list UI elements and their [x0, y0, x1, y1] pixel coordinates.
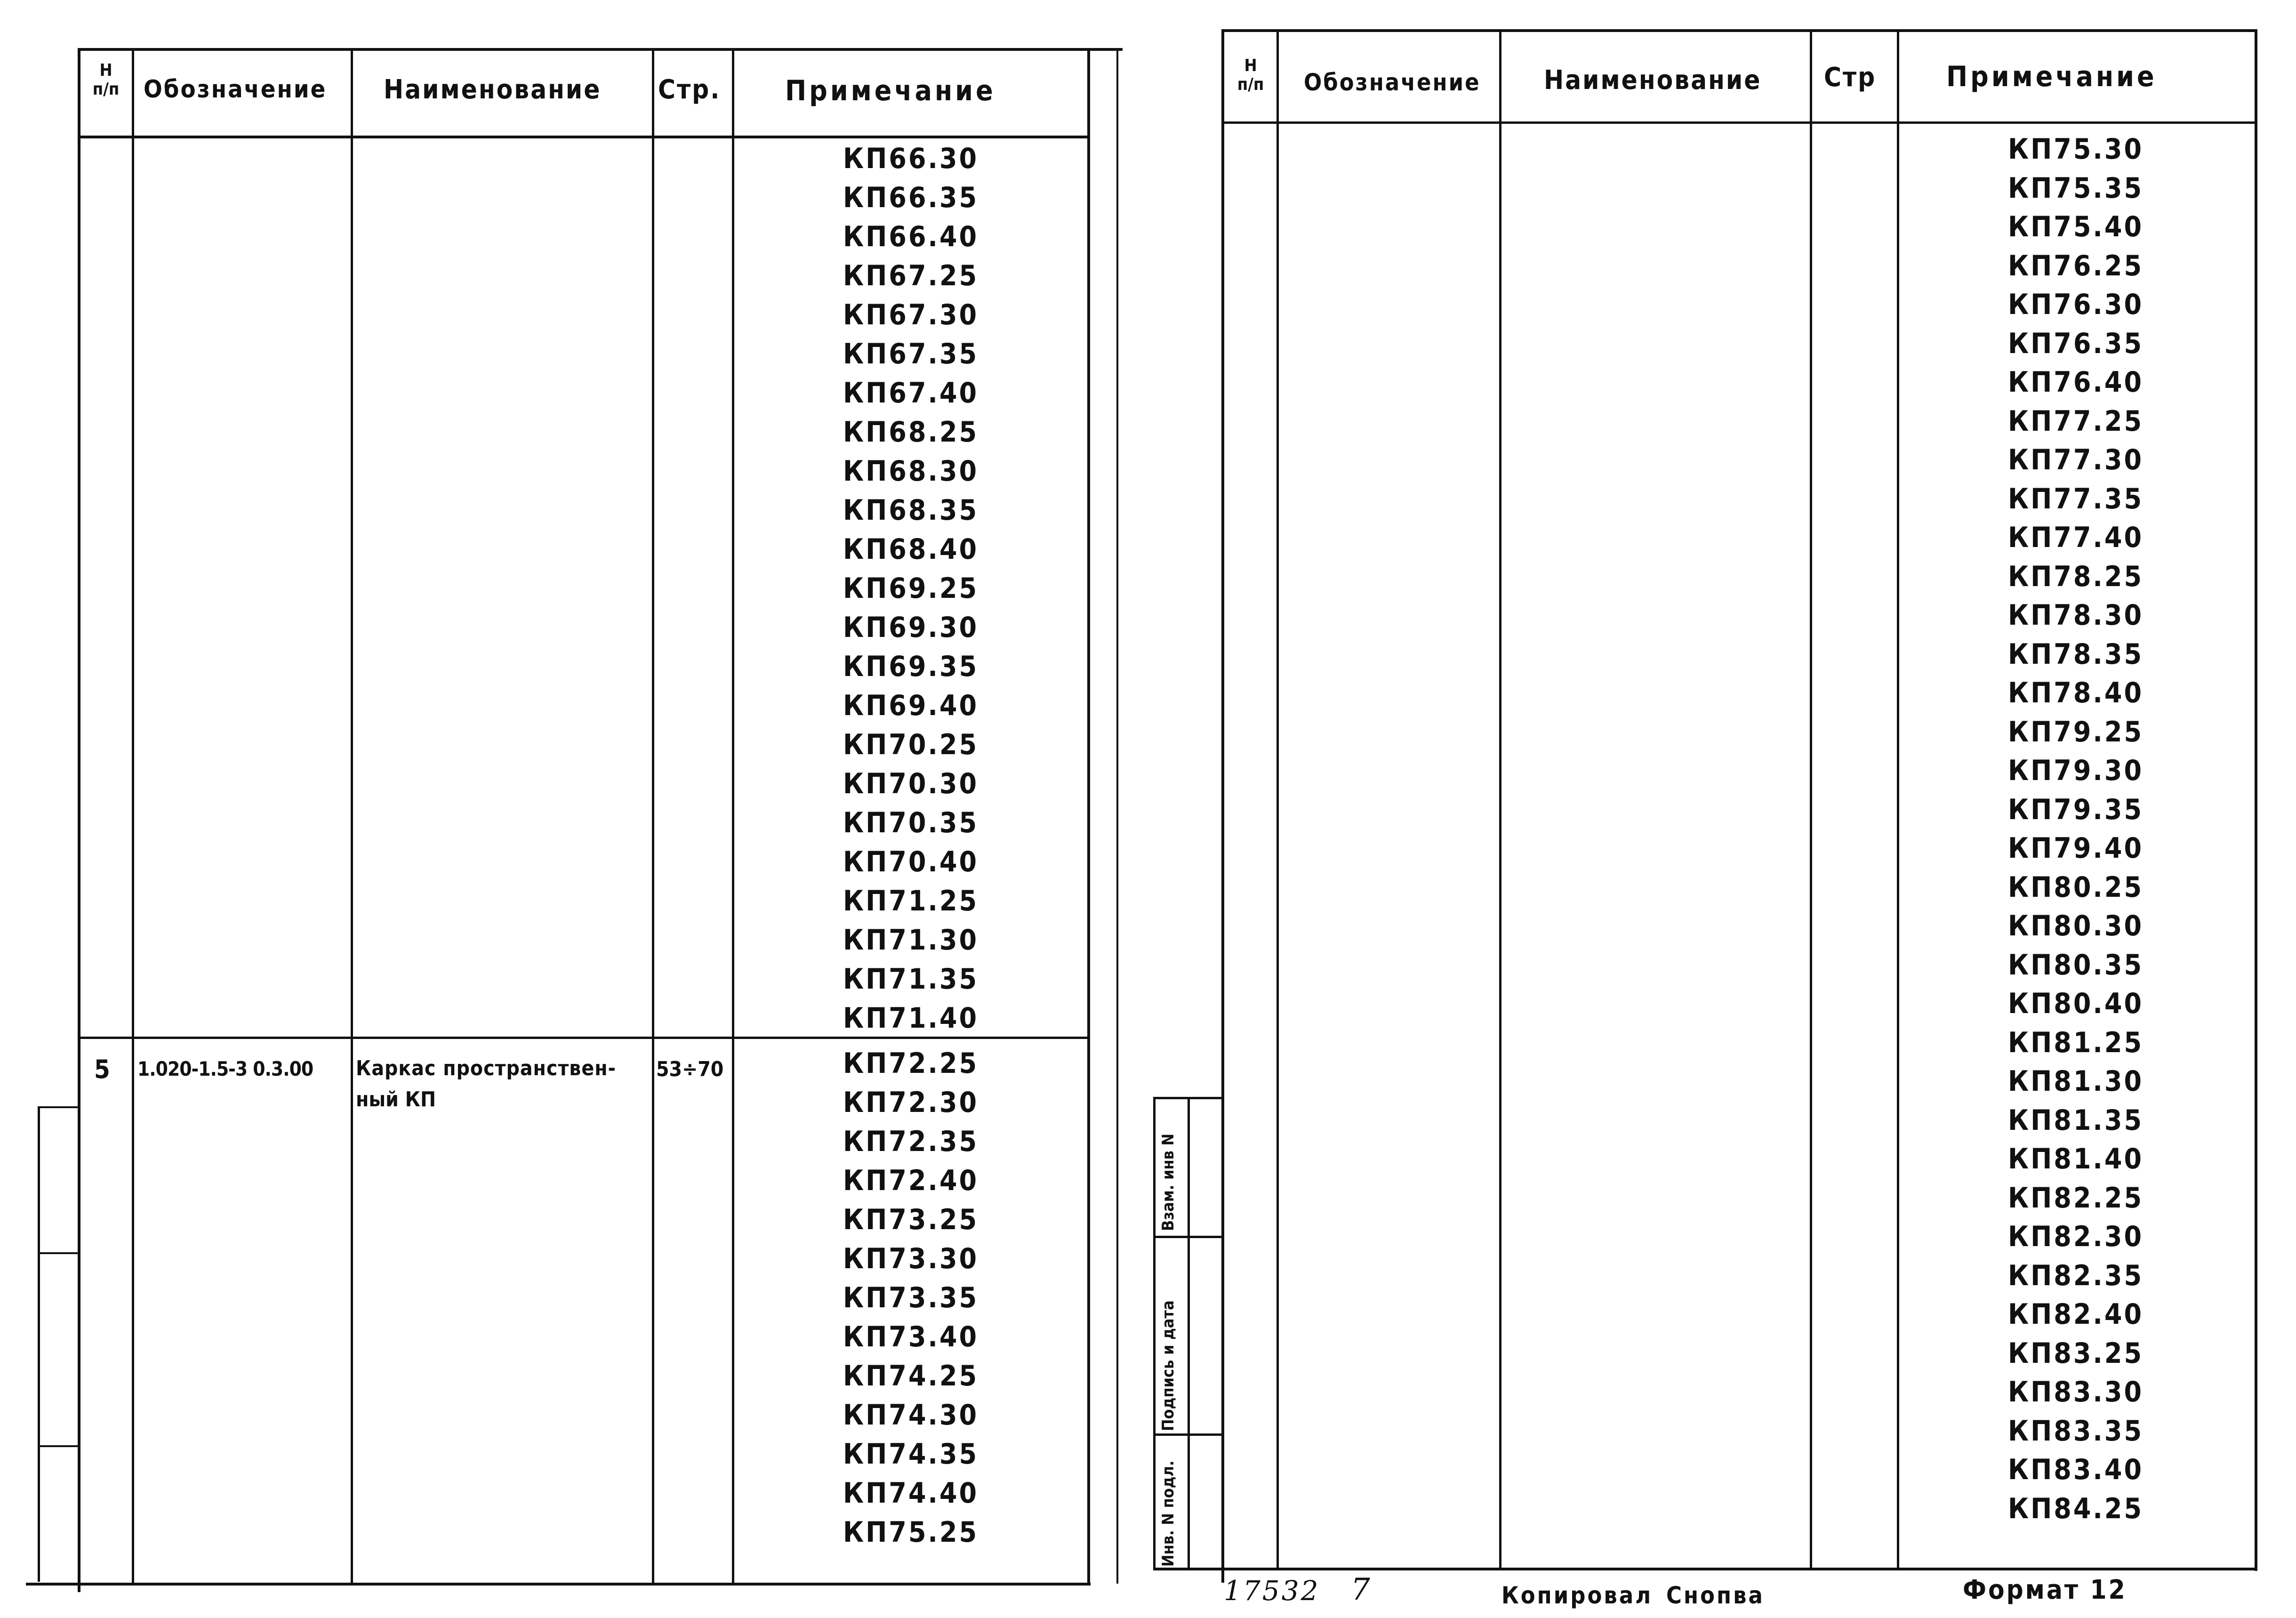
- left-note-item: КП71.25: [843, 885, 979, 918]
- right-note-item: КП75.35: [2007, 171, 2144, 205]
- right-note-item: КП79.30: [2007, 754, 2144, 787]
- side-stamp-div-1: [1153, 1236, 1223, 1238]
- right-note-item: КП82.30: [2007, 1220, 2144, 1253]
- left-note-item: КП70.40: [843, 845, 979, 878]
- footer-copier-name: Снопва: [1666, 1582, 1765, 1609]
- right-note-item: КП82.35: [2007, 1259, 2144, 1292]
- footer-format: Формат 12: [1963, 1575, 2127, 1605]
- left-note-item: КП68.30: [843, 455, 979, 488]
- left-note-item: КП69.30: [843, 611, 979, 644]
- right-note-item: КП83.30: [2007, 1376, 2144, 1409]
- left-frame-bottom: [26, 1583, 1091, 1586]
- left-frame-outer-right: [1116, 48, 1118, 1584]
- side-stamp-div-2: [1153, 1433, 1223, 1436]
- right-col-divider-1: [1276, 29, 1279, 1570]
- left-header-separator: [78, 136, 1090, 138]
- right-header-designation: Обозначение: [1304, 69, 1481, 96]
- right-note-item: КП77.35: [2007, 482, 2144, 515]
- right-note-item: КП77.25: [2007, 404, 2144, 438]
- side-stamp-inv-podl: Инв. N подл.: [1159, 1460, 1178, 1567]
- left-row5-note-item: КП75.25: [843, 1516, 979, 1549]
- right-note-item: КП81.25: [2007, 1026, 2144, 1059]
- left-note-item: КП66.40: [843, 220, 979, 253]
- left-header-designation: Обозначение: [144, 75, 327, 104]
- right-header-np: [1225, 56, 1276, 94]
- left-note-item: КП68.35: [843, 494, 979, 527]
- right-note-item: КП78.40: [2007, 676, 2144, 709]
- left-note-item: КП69.40: [843, 689, 979, 722]
- left-row5-note-item: КП74.30: [843, 1399, 979, 1432]
- right-note-item: КП81.40: [2007, 1143, 2144, 1175]
- right-note-item: КП79.40: [2007, 832, 2144, 865]
- left-row5-number: 5: [94, 1055, 110, 1084]
- right-header-np-top: Н: [1244, 56, 1257, 75]
- right-note-item: КП80.30: [2007, 910, 2144, 942]
- right-note-item: КП84.25: [2007, 1492, 2144, 1525]
- left-note-item: КП66.30: [843, 142, 979, 175]
- left-row5-note-item: КП72.25: [843, 1047, 979, 1080]
- right-note-item: КП79.25: [2007, 715, 2144, 749]
- left-row5-note-item: КП74.25: [843, 1360, 979, 1393]
- right-note-item: КП76.35: [2007, 327, 2144, 360]
- left-note-item: КП71.35: [843, 963, 979, 996]
- left-note-item: КП69.25: [843, 572, 979, 605]
- left-note-item: КП70.35: [843, 806, 979, 839]
- right-note-item: КП81.35: [2007, 1103, 2144, 1137]
- left-note-item: КП66.35: [843, 181, 979, 214]
- left-note-item: КП67.40: [843, 377, 979, 410]
- left-note-item: КП68.40: [843, 533, 979, 566]
- left-header-note: Примечание: [785, 74, 996, 107]
- left-row5-note-item: КП72.40: [843, 1164, 979, 1197]
- right-note-item: КП78.25: [2007, 560, 2144, 593]
- right-note-item: КП81.30: [2007, 1065, 2144, 1098]
- right-header-name: Наименование: [1544, 65, 1762, 96]
- right-notes: [1899, 130, 2252, 1528]
- left-row5-designation: 1.020-1.5-3 0.3.00: [137, 1057, 313, 1080]
- left-row5-note-item: КП72.30: [843, 1086, 979, 1119]
- right-note-item: КП75.30: [2007, 133, 2144, 166]
- right-note-item: КП79.35: [2007, 793, 2144, 826]
- left-row5-name-line2: ный КП: [356, 1087, 436, 1111]
- right-note-item: КП80.35: [2007, 948, 2144, 982]
- right-note-item: КП76.25: [2007, 249, 2144, 282]
- left-edge-stamp-tick-1: [38, 1106, 80, 1108]
- right-col-divider-2: [1499, 29, 1501, 1570]
- right-note-item: КП82.40: [2007, 1298, 2144, 1331]
- left-header-np: [80, 61, 132, 99]
- right-frame-left: [1221, 29, 1224, 1583]
- left-row5-note-item: КП74.40: [843, 1477, 979, 1510]
- right-header-separator: [1221, 121, 2257, 124]
- right-col-divider-3: [1810, 29, 1812, 1570]
- right-note-item: КП83.35: [2007, 1414, 2144, 1448]
- right-frame-bottom: [1153, 1568, 2257, 1570]
- side-stamp-vzam-inv: Взам. инв N: [1159, 1133, 1178, 1231]
- right-frame-right: [2255, 29, 2257, 1571]
- left-note-item: КП67.30: [843, 298, 979, 331]
- left-row5-note-item: КП73.40: [843, 1320, 979, 1353]
- left-frame-top: [78, 48, 1123, 51]
- left-row5-note-item: КП73.35: [843, 1281, 979, 1314]
- left-edge-stamp-tick-2: [38, 1252, 80, 1254]
- right-note-item: КП76.30: [2007, 288, 2144, 321]
- side-stamp-podpis-data: Подпись и дата: [1159, 1300, 1178, 1431]
- left-col-divider-3: [652, 48, 654, 1586]
- right-header-note: Примечание: [1946, 60, 2157, 93]
- left-note-item: КП69.35: [843, 650, 979, 683]
- left-note-item: КП67.35: [843, 338, 979, 370]
- left-col-divider-1: [132, 48, 134, 1586]
- left-note-item: КП70.30: [843, 767, 979, 800]
- side-stamp-inner: [1188, 1097, 1190, 1570]
- side-stamp-outer-left: [1153, 1097, 1156, 1570]
- right-header-np-bottom: п/п: [1237, 75, 1264, 94]
- left-row5-page: 53÷70: [656, 1057, 724, 1081]
- right-frame-top: [1221, 29, 2257, 32]
- right-header-page: Стр: [1824, 62, 1877, 93]
- right-note-item: КП77.30: [2007, 443, 2144, 476]
- right-note-item: КП80.40: [2007, 987, 2144, 1020]
- left-header-np-top: Н: [99, 61, 112, 80]
- left-row5-notes: [734, 1044, 1087, 1552]
- left-note-item: КП68.25: [843, 416, 979, 449]
- left-header-name: Наименование: [384, 74, 602, 105]
- left-edge-stamp-border: [38, 1106, 40, 1582]
- left-continued-notes: [734, 139, 1087, 1038]
- right-note-item: КП75.40: [2007, 210, 2144, 243]
- left-note-item: КП67.25: [843, 259, 979, 292]
- left-col-divider-2: [351, 48, 353, 1586]
- left-note-item: КП71.30: [843, 924, 979, 957]
- right-note-item: КП78.35: [2007, 637, 2144, 671]
- footer-number: 17532: [1224, 1575, 1320, 1607]
- left-note-item: КП71.40: [843, 1002, 979, 1035]
- right-note-item: КП80.25: [2007, 870, 2144, 904]
- left-row5-name-line1: Каркас пространствен-: [356, 1056, 616, 1080]
- right-note-item: КП82.25: [2007, 1181, 2144, 1215]
- footer-copied-label: Копировал: [1501, 1582, 1653, 1609]
- right-note-item: КП77.40: [2007, 521, 2144, 554]
- left-row5-note-item: КП73.30: [843, 1242, 979, 1275]
- right-note-item: КП83.40: [2007, 1453, 2144, 1486]
- footer-sheet: 7: [1351, 1572, 1372, 1607]
- left-row5-note-item: КП72.35: [843, 1125, 979, 1158]
- left-row5-note-item: КП74.35: [843, 1438, 979, 1471]
- right-note-item: КП78.30: [2007, 599, 2144, 632]
- left-header-np-bottom: п/п: [92, 80, 120, 99]
- left-frame-right: [1087, 48, 1090, 1584]
- left-edge-stamp-tick-3: [38, 1445, 80, 1447]
- side-stamp-top: [1153, 1097, 1223, 1099]
- left-note-item: КП70.25: [843, 728, 979, 761]
- right-note-item: КП76.40: [2007, 366, 2144, 399]
- left-header-page: Стр.: [658, 74, 721, 105]
- left-frame-left: [78, 48, 80, 1592]
- left-row5-note-item: КП73.25: [843, 1203, 979, 1236]
- right-note-item: КП83.25: [2007, 1336, 2144, 1370]
